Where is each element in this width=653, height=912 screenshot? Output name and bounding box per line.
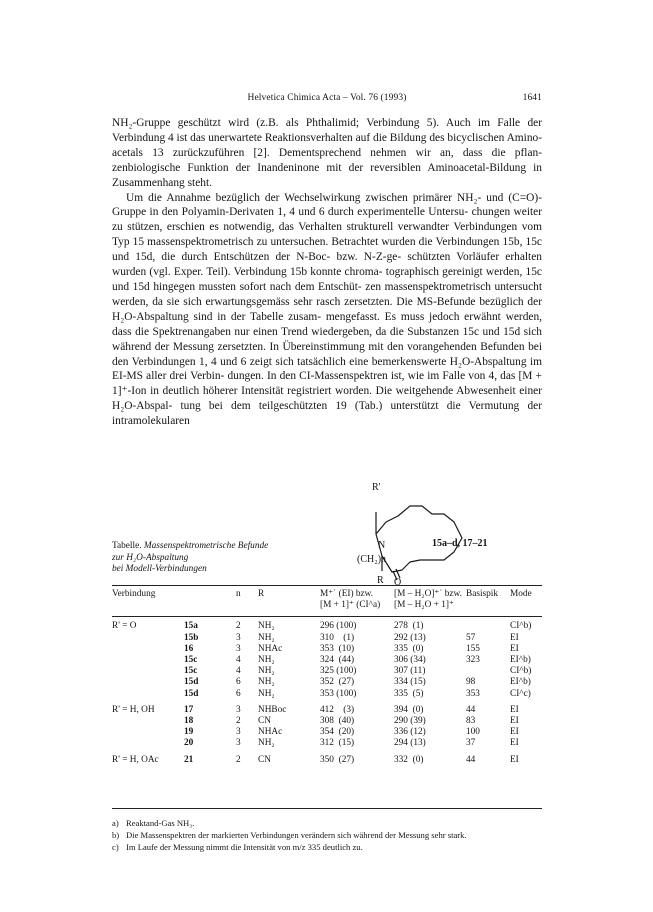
footnote-mark: c) [112, 842, 119, 852]
table-cell: 17 [184, 704, 194, 715]
table-cell: CI^b) [510, 666, 532, 677]
table-cell: NH₂ [258, 666, 275, 677]
text-line: zenbiologische Funktion der Inandeninone mit der reversiblen Aminoacetal-Bildung in [112, 161, 542, 174]
chain-label: (CH₂)n [357, 554, 387, 565]
text-line: höherer Intensität registriert worden. Die weitgehende Abwesenheit einer H₂O-Abspal- [112, 385, 542, 413]
text-line: Zusammenhang steht. [112, 176, 212, 189]
table-cell: NH₂ [258, 738, 275, 749]
oxygen-label: O [394, 577, 402, 588]
table-cell: NHAc [258, 727, 283, 738]
table-cell: NH₂ [258, 677, 275, 688]
table-header-cell: Mode [510, 589, 532, 599]
table-cell: EI [510, 632, 519, 643]
table-cell: 18 [184, 716, 194, 727]
table-cell: EI^b) [510, 655, 531, 666]
text-line: mengefasst. Es muss jedoch erwähnt werden, dass die Spektrenangaben nur einen Trend [112, 310, 542, 338]
table-cell: 308 (40) [320, 716, 355, 727]
table-cell: EI [510, 754, 519, 765]
table-caption-line-3: bei Modell-Verbindungen [112, 564, 207, 574]
footnote-text: Reaktand-Gas NH₃. [126, 818, 195, 828]
table-header-cell: [M – H₂O + 1]⁺ [394, 600, 454, 611]
table-cell: 332 (0) [394, 754, 424, 765]
table-cell: 335 (5) [394, 688, 424, 699]
table-header-cell [236, 600, 258, 616]
text-line: schützten Vorläufer erhalten wurden (vgl. Exper. Teil). Verbindung 15b konnte chroma- [112, 251, 542, 279]
text-line: NH₂-Gruppe geschützt wird (z.B. als Phthalimid; Verbindung 5). Auch im Falle der [112, 117, 542, 129]
table-caption-line-2: zur H₂O-Abspaltung [112, 552, 189, 563]
table-cell: 2 [236, 754, 241, 765]
table-cell: EI [510, 643, 519, 654]
table-cell: 3 [236, 738, 241, 749]
table-cell: 278 (1) [394, 621, 424, 632]
table-cell: CI^b) [510, 621, 532, 632]
table-cell: 323 [466, 655, 480, 666]
text-line: Verbindungen vom Typ 15 massenspektrometrisch zu untersuchen. Betrachtet wurden [112, 221, 542, 249]
table-header-cell: [M – H₂O]⁺˙ bzw. [394, 589, 462, 599]
table-cell: EI [510, 704, 519, 715]
compound-label: 15a–d, 17–21 [432, 538, 488, 549]
paragraph [112, 116, 542, 191]
footnotes [112, 817, 542, 853]
text-line: (C=O)-Gruppe in den Polyamin-Derivaten 1, 4 und 6 durch experimentelle Untersu- [112, 191, 542, 219]
table-cell: 334 (15) [394, 677, 426, 688]
body-text [112, 116, 542, 429]
table-cell: 21 [184, 754, 194, 765]
table-header-row [112, 589, 542, 600]
table-cell: 4 [236, 655, 241, 666]
table-row [112, 655, 542, 666]
table-cell: 155 [466, 643, 480, 654]
table-caption-line-1: Massenspektrometrische Befunde [143, 541, 269, 551]
table-cell: 352 (27) [320, 677, 355, 688]
table-row [112, 677, 542, 688]
table-cell: 2 [236, 621, 241, 632]
text-line: dungen. In den CI-Massenspektren ist, wie im Falle von 4, das [M + 1]⁺-Ion in deutlich [112, 370, 542, 398]
table-cell: 3 [236, 632, 241, 643]
footnote [112, 829, 542, 841]
table-cell: 394 (0) [394, 704, 424, 715]
table-cell: 15b [184, 632, 199, 643]
table-cell: R' = H, OH [112, 704, 155, 715]
table-cell: 325 (100) [320, 666, 357, 677]
table-cell: 100 [466, 727, 480, 738]
table-row [112, 738, 542, 749]
table-header-cell: M⁺˙ (EI) bzw. [320, 589, 374, 599]
footnote [112, 817, 542, 829]
text-line: zeigt sich tatsächlich eine bemerkenswerte H₂O-Abspaltung im EI-MS aller drei Verbin- [112, 355, 542, 383]
table-cell: 353 (10) [320, 643, 355, 654]
table-body [112, 616, 542, 765]
table-header-cell: n [236, 589, 241, 599]
text-line: zersetzten. Die MS-Befunde bezüglich der H₂O-Abspaltung sind in der Tabelle zusam- [112, 295, 542, 323]
table-cell: 44 [466, 704, 476, 715]
table-cell: 20 [184, 738, 194, 749]
table-row [112, 716, 542, 727]
table-cell [112, 738, 184, 749]
table-cell: NH₂ [258, 655, 275, 666]
table-cell [112, 689, 184, 700]
text-line: zen massenspektrometrisch untersucht werden, da sie sich erwartungsgemäss sehr rasch [112, 280, 542, 308]
footnote-mark: b) [112, 830, 120, 840]
table-cell: 83 [466, 716, 476, 727]
table-header-cell [184, 600, 236, 616]
text-line: wiedergeben, da die Substanzen 15c und 15d sich während der Messung zersetzten. In [112, 325, 542, 353]
table-header-row [112, 600, 542, 616]
table-header-cell [112, 600, 184, 616]
table-row [112, 700, 542, 716]
table-cell: 3 [236, 727, 241, 738]
table-cell: NHAc [258, 643, 283, 654]
table-row [112, 727, 542, 738]
table-cell [466, 616, 510, 632]
table-cell: 15a [184, 621, 198, 632]
table-cell: 294 (13) [394, 738, 426, 749]
text-line: Amino-acetals 13 zurückzuführen [2]. Dementsprechend nehmen wir an, dass die pflan- [112, 131, 542, 159]
table-cell: NH₂ [258, 688, 275, 699]
table-cell: 98 [466, 677, 476, 688]
table-cell: EI [510, 727, 519, 738]
running-head: Helvetica Chimica Acta – Vol. 76 (1993) [247, 93, 407, 103]
table-cell [112, 716, 184, 727]
table-cell: 37 [466, 738, 476, 749]
table-cell: 57 [466, 632, 476, 643]
table-cell: NH₂ [258, 632, 275, 643]
table-cell: 350 (27) [320, 754, 355, 765]
table-cell: 335 (0) [394, 643, 424, 654]
footnote [112, 841, 542, 853]
table-cell: 44 [466, 754, 476, 765]
table-cell: 15d [184, 677, 199, 688]
table-cell: EI [510, 738, 519, 749]
table-cell: 6 [236, 688, 241, 699]
table-cell: 412 (3) [320, 704, 355, 715]
page-number: 1641 [522, 93, 542, 103]
text-line: tung bei dem teilgeschützten 19 (Tab.) unterstützt die Vermutung der intramolekularen [112, 400, 542, 428]
text-line: Um die Annahme bezüglich der Wechselwirkung zwischen primärer NH₂- und [126, 191, 504, 204]
table-cell: 15c [184, 655, 198, 666]
table-cell [112, 666, 184, 677]
table-cell: 353 [466, 688, 480, 699]
table-cell: 290 (39) [394, 716, 426, 727]
structure-figure [320, 476, 550, 588]
table-cell: R' = O [112, 621, 137, 632]
table-cell: 15d [184, 688, 199, 699]
table-cell: 312 (15) [320, 738, 355, 749]
table-cell: 306 (34) [394, 655, 426, 666]
table-cell: 310 (1) [320, 632, 355, 643]
table-row [112, 689, 542, 700]
table-cell: 296 (100) [320, 621, 357, 632]
table-cell: CN [258, 754, 271, 765]
table-row [112, 750, 542, 766]
table-cell: 3 [236, 643, 241, 654]
footnote-text: Die Massenspektren der markierten Verbindungen verändern sich während der Messung sehr stark. [126, 830, 467, 840]
text-line: chungen weiter zu stützen, erschien es notwendig, das Verhalten strukturell verwandter [112, 206, 542, 234]
table-cell: 354 (20) [320, 727, 355, 738]
table-header-cell [466, 600, 510, 616]
table-cell: 324 (44) [320, 655, 355, 666]
table-header-cell: Basispik [466, 589, 499, 599]
table-cell: 19 [184, 727, 194, 738]
table-cell: CI^c) [510, 688, 531, 699]
table-cell [112, 633, 184, 644]
footnote-mark: a) [112, 818, 119, 828]
table-cell: R' = H, OAc [112, 754, 159, 765]
table-cell: 16 [184, 643, 194, 654]
table-cell [466, 666, 510, 677]
table-caption-head: Tabelle. [112, 541, 142, 551]
table-cell: 353 (100) [320, 688, 357, 699]
table-cell: 292 (13) [394, 632, 426, 643]
table-cell: NHBoc [258, 704, 287, 715]
table-cell: CN [258, 716, 271, 727]
table-header-cell [510, 600, 542, 616]
table-row [112, 666, 542, 677]
ms-results-table [112, 589, 542, 766]
table-header-cell: Verbindung [112, 589, 156, 599]
table-head [112, 589, 542, 616]
macrocycle-structure [320, 476, 550, 588]
table-header-cell: R [258, 589, 265, 599]
r-prime-label: R' [372, 482, 381, 493]
table-top-rule [112, 585, 542, 586]
table-caption [112, 541, 322, 576]
table-cell: 3 [236, 704, 241, 715]
table-header-cell [258, 600, 320, 616]
table-cell [112, 644, 184, 655]
text-line: Verbindung 4 ist das unerwartete Reaktionsverhalten auf die Bildung des bicyclischen [112, 131, 505, 144]
table-header-cell: [M + 1]⁺ (CI^a) [320, 600, 381, 611]
text-line: die Verbindungen 15b, 15c und 15d, die durch Entschützen der N-Boc- bzw. N-Z-ge- [112, 236, 542, 264]
table-row [112, 616, 542, 632]
r-label: R [377, 575, 384, 586]
table-cell [112, 677, 184, 688]
page-header [112, 93, 542, 107]
table-cell [112, 727, 184, 738]
table-bottom-rule [112, 808, 542, 809]
table-cell: 336 (12) [394, 727, 426, 738]
nitrogen-label: N [378, 540, 386, 551]
table-cell: 15c [184, 666, 198, 677]
table-cell: EI^b) [510, 677, 531, 688]
table-row [112, 644, 542, 655]
text-line: tographisch gereinigt werden, 15c und 15d hingegen mussten sofort nach dem Entschüt- [112, 266, 542, 293]
table-row [112, 633, 542, 644]
table-cell: 307 (11) [394, 666, 426, 677]
paragraph [112, 191, 542, 430]
table-cell: EI [510, 716, 519, 727]
table-header-cell [184, 589, 236, 600]
table-cell [112, 655, 184, 666]
table-cell: 6 [236, 677, 241, 688]
footnote-text: Im Laufe der Messung nimmt die Intensität von m/z 335 deutlich zu. [126, 842, 363, 852]
table-cell: NH₂ [258, 621, 275, 632]
table-cell: 4 [236, 666, 241, 677]
table-cell: 2 [236, 716, 241, 727]
text-line: Übereinstimmung mit den vorangehenden Befunden bei den Verbindungen 1, 4 und 6 [112, 340, 542, 368]
